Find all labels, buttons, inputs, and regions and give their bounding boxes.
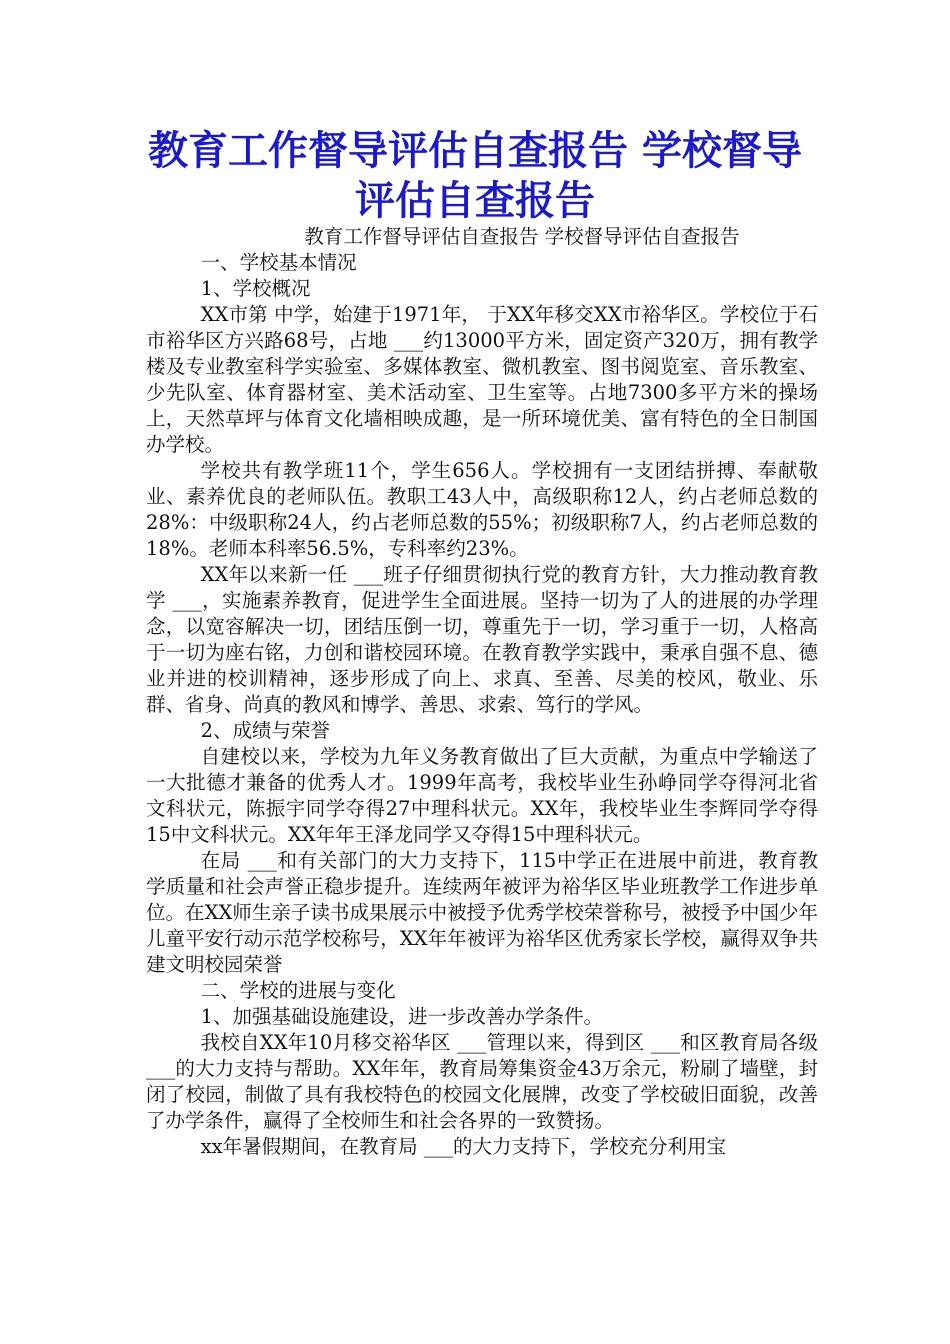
section-heading: 2、成绩与荣誉 [200,719,331,742]
section-heading: 二、学校的进展与变化 [200,979,396,1002]
paragraph: 自建校以来，学校为九年义务教育做出了巨大贡献，为重点中学输送了一大批德才兼备的优秀人才。1999年高考，我校毕业生孙峥同学夺得河北省文科状元，陈振宇同学夺得27中理科状元。XX年，我校毕业生李辉同学夺得15中文科状元。XX年年王泽龙同学又夺得15中理科状元。 [146,745,818,846]
paragraph: 学校共有教学班11个，学生656人。学校拥有一支团结拼搏、奉献敬业、素养优良的老师队伍。教职工43人中，高级职称12人，约占老师总数的28%：中级职称24人，约占老师总数的55%；初级职称7人，约占老师总数的18%。老师本科率56.5%，专科率约23%。 [146,459,818,560]
document-title: 教育工作督导评估自查报告 学校督导评估自查报告 [148,128,802,224]
paragraph: XX市第 中学，始建于1971年， 于XX年移交XX市裕华区。学校位于石市裕华区方兴路68号，占地 ___约13000平方米，固定资产320万，拥有教学楼及专业教室科学实验室、多媒体教室、微机教室、图书阅览室、音乐教室、少先队室、体育器材室、美术活动室、卫生室等。占地7300多平方米的操场上，天然草坪与体育文化墙相映成趣，是一所环境优美、富有特色的全日制国办学校。 [146,303,818,456]
section-heading: 1、学校概况 [200,277,311,300]
paragraph: 在局 ___和有关部门的大力支持下，115中学正在进展中前进，教育教学质量和社会声誉正稳步提升。连续两年被评为裕华区毕业班教学工作进步单位。在XX师生亲子读书成果展示中被授予优秀学校荣誉称号，被授予中国少年儿童平安行动示范学校称号，XX年年被评为裕华区优秀家长学校，赢得双争共建文明校园荣誉 [146,849,818,976]
document-body [146,224,818,1160]
paragraph: 我校自XX年10月移交裕华区 ___管理以来，得到区 ___和区教育局各级 ___的大力支持与帮助。XX年年，教育局筹集资金43万余元，粉刷了墙壁，封闭了校园，制做了具有我校特色的校园文化展牌，改变了学校破旧面貌，改善了办学条件，赢得了全校师生和社会各界的一致赞扬。 [146,1031,818,1132]
paragraph: XX年以来新一任 ___班子仔细贯彻执行党的教育方针，大力推动教育教学 ___，实施素养教育，促进学生全面进展。坚持一切为了人的进展的办学理念，以宽容解决一切，团结压倒一切，尊重先于一切，学习重于一切，人格高于一切为座右铭，力创和谐校园环境。在教育教学实践中，秉承自强不息、德业并进的校训精神，逐步形成了向上、求真、至善、尽美的校风，敬业、乐群、省身、尚真的教风和博学、善思、求索、笃行的学风。 [146,563,818,716]
section-heading: 一、学校基本情况 [200,251,357,274]
paragraph: xx年暑假期间，在教育局 ___的大力支持下，学校充分利用宝 [200,1135,727,1158]
section-heading: 1、加强基础设施建设，进一步改善办学条件。 [200,1005,604,1028]
document-subtitle: 教育工作督导评估自查报告 学校督导评估自查报告 [304,225,740,248]
